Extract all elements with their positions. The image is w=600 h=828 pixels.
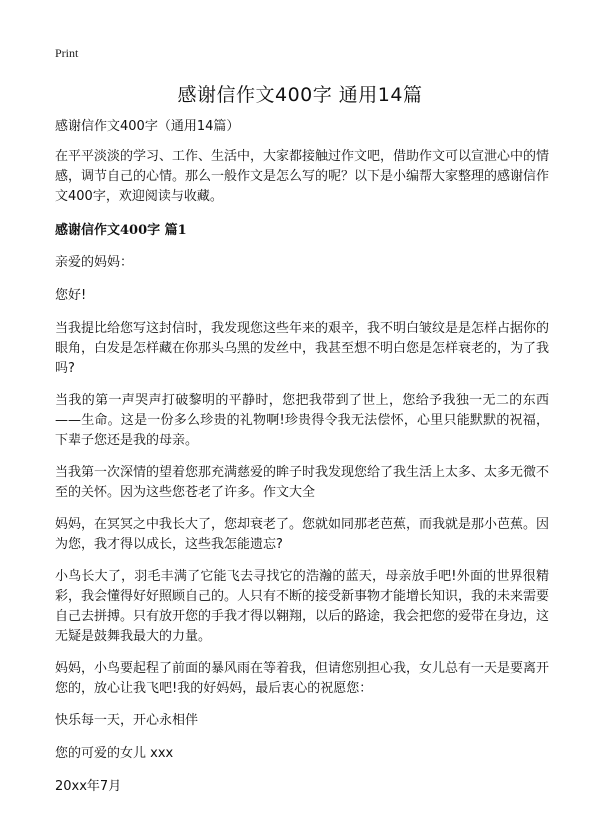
body-paragraph: 小鸟长大了，羽毛丰满了它能飞去寻找它的浩瀚的蓝天，母亲放手吧!外面的世界很精彩，我会懂得好好照顾自己的。人只有不断的接受新事物才能增长知识，我的未来需要自己去拼搏。只有放开您的手我才得以翱翔，以后的路途，我会把您的爱带在身边，这无疑是鼓舞我最大的力量。	[55, 569, 550, 644]
letter-closing-wish: 快乐每一天，开心永相伴	[55, 713, 199, 728]
body-paragraph: 妈妈，小鸟要起程了前面的暴风雨在等着我，但请您别担心我，女儿总有一天是要离开您的，放心让我飞吧!我的好妈妈，最后衷心的祝愿您：	[55, 661, 550, 696]
section-heading: 感谢信作文400字 篇1	[55, 223, 187, 238]
letter-date: 20xx年7月	[55, 779, 122, 794]
document-body	[55, 117, 549, 810]
document-title: 感谢信作文400字 通用14篇	[177, 84, 423, 106]
body-paragraph: 妈妈，在冥冥之中我长大了，您却衰老了。您就如同那老芭蕉，而我就是那小芭蕉。因为您，我才得以成长，这些我怎能遗忘?	[55, 517, 550, 552]
body-paragraph: 当我提比给您写这封信时，我发现您这些年来的艰辛，我不明白皱纹是是怎样占据你的眼角，白发是怎样藏在你那头乌黑的发丝中，我甚至想不明白您是怎样衰老的，为了我吗?	[55, 321, 550, 376]
letter-greeting: 您好!	[55, 288, 87, 303]
body-paragraph: 当我的第一声哭声打破黎明的平静时，您把我带到了世上，您给予我独一无二的东西——生命。这是一份多么珍贵的礼物啊!珍贵得令我无法偿怀，心里只能默默的祝福，下辈子您还是我的母亲。	[55, 393, 549, 448]
body-paragraph: 当我第一次深情的望着您那充满慈爱的眸子时我发现您给了我生活上太多、太多无微不至的关怀。因为这些您苍老了许多。作文大全	[55, 465, 550, 500]
print-label: Print	[55, 46, 79, 60]
letter-salutation: 亲爱的妈妈：	[55, 255, 134, 270]
letter-signature: 您的可爱的女儿 xxx	[55, 746, 174, 761]
intro-paragraph: 在平平淡淡的学习、工作、生活中，大家都接触过作文吧，借助作文可以宣泄心中的情感，调节自己的心情。那么一般作文是怎么写的呢？以下是小编帮大家整理的感谢信作文400字，欢迎阅读与收藏。	[55, 149, 550, 204]
document-subtitle: 感谢信作文400字（通用14篇）	[55, 119, 240, 134]
